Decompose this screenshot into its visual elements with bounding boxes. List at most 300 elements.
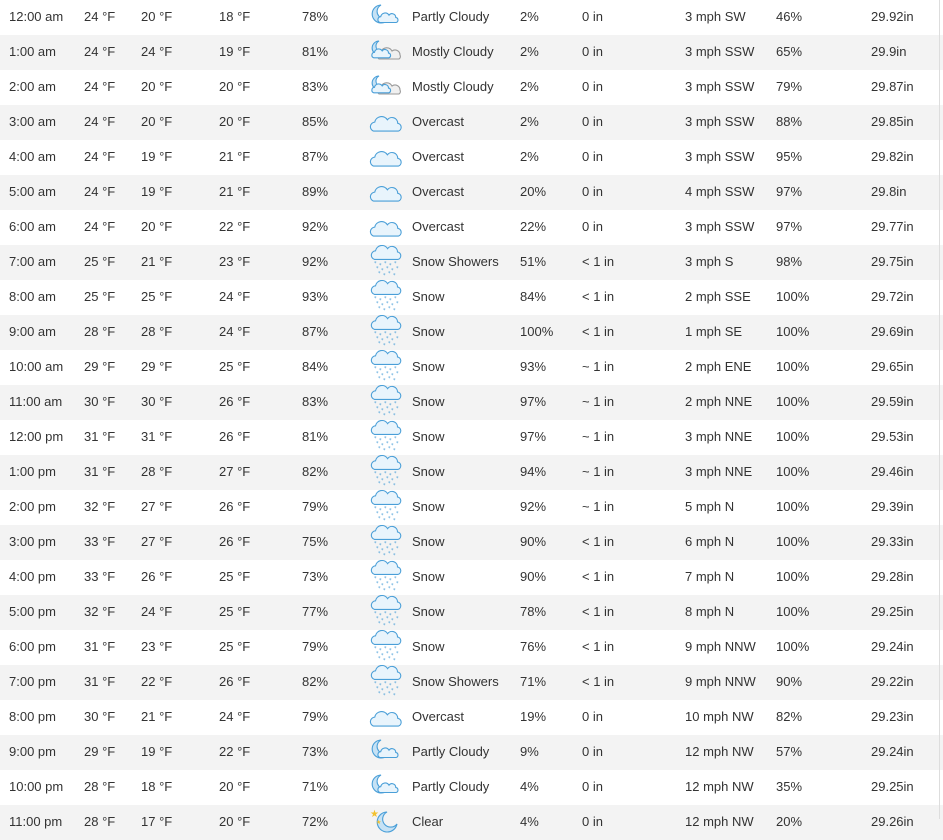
table-row [0,490,943,525]
condition-cell: Snow [412,464,445,479]
dew-point-cell: 19 °F [219,44,251,59]
svg-text:*: * [383,343,386,349]
precip-chance-cell: 90% [520,569,547,584]
snow-icon [367,560,403,594]
cloud-cover-cell: 97% [776,219,803,234]
svg-text:*: * [384,401,387,407]
pressure-cell: 29.26in [871,814,914,829]
svg-text:*: * [381,373,384,379]
humidity-cell: 73% [302,744,329,759]
svg-text:*: * [383,273,386,279]
svg-text:*: * [389,333,392,339]
temperature-cell: 25 °F [84,289,116,304]
precip-amount-cell: ~ 1 in [582,499,615,514]
precip-amount-cell: 0 in [582,814,603,829]
humidity-cell: 78% [302,9,329,24]
pressure-cell: 29.59in [871,394,914,409]
svg-text:*: * [383,588,386,594]
wind-cell: 7 mph N [685,569,735,584]
cloud-cover-cell: 100% [776,324,810,339]
svg-text:*: * [391,583,394,589]
wind-cell: 9 mph NNW [685,674,756,689]
svg-text:*: * [383,308,386,314]
svg-text:*: * [376,511,379,517]
svg-text:*: * [388,376,391,382]
svg-text:*: * [394,576,397,582]
pressure-cell: 29.53in [871,429,914,444]
humidity-cell: 85% [302,114,329,129]
svg-text:*: * [393,693,396,699]
svg-text:*: * [393,623,396,629]
feels-like-cell: 25 °F [141,289,173,304]
wind-cell: 8 mph N [685,604,735,619]
svg-text:*: * [389,438,392,444]
svg-text:*: * [391,373,394,379]
svg-text:*: * [381,443,384,449]
svg-text:*: * [384,366,387,372]
table-row [0,805,943,840]
svg-text:*: * [394,646,397,652]
svg-text:*: * [394,331,397,337]
feels-like-cell: 19 °F [141,744,173,759]
dew-point-cell: 25 °F [219,639,251,654]
pressure-cell: 29.9in [871,44,907,59]
svg-text:*: * [386,686,389,692]
time-cell: 2:00 pm [9,499,56,514]
humidity-cell: 79% [302,639,329,654]
time-cell: 1:00 am [9,44,56,59]
table-row [0,175,943,210]
dew-point-cell: 20 °F [219,79,251,94]
feels-like-cell: 28 °F [141,324,173,339]
table-row [0,525,943,560]
pressure-cell: 29.92in [871,9,914,24]
precip-chance-cell: 100% [520,324,554,339]
wind-cell: 3 mph S [685,254,734,269]
precip-amount-cell: < 1 in [582,289,615,304]
condition-cell: Overcast [412,149,465,164]
svg-text:*: * [384,261,387,267]
table-row [0,0,943,35]
svg-text:*: * [388,306,391,312]
svg-text:*: * [391,303,394,309]
svg-text:*: * [394,261,397,267]
svg-text:*: * [394,541,397,547]
condition-cell: Snow [412,639,445,654]
svg-text:*: * [384,646,387,652]
precip-chance-cell: 2% [520,114,539,129]
svg-text:*: * [386,581,389,587]
temperature-cell: 31 °F [84,639,116,654]
svg-text:*: * [396,441,399,447]
svg-text:*: * [376,406,379,412]
svg-text:*: * [386,336,389,342]
dew-point-cell: 24 °F [219,289,251,304]
svg-text:*: * [376,301,379,307]
condition-cell: Overcast [412,709,465,724]
temperature-cell: 24 °F [84,219,116,234]
svg-text:*: * [383,448,386,454]
svg-text:*: * [394,366,397,372]
dew-point-cell: 25 °F [219,604,251,619]
table-row [0,385,943,420]
time-cell: 4:00 pm [9,569,56,584]
cloud-cover-cell: 100% [776,394,810,409]
svg-text:*: * [386,266,389,272]
precip-chance-cell: 97% [520,394,547,409]
svg-text:*: * [386,616,389,622]
snow-icon [367,315,403,349]
cloud-cover-cell: 20% [776,814,803,829]
condition-cell: Snow [412,394,445,409]
dew-point-cell: 25 °F [219,569,251,584]
table-row [0,455,943,490]
pressure-cell: 29.23in [871,709,914,724]
snow-icon [367,630,403,664]
svg-text:*: * [376,336,379,342]
dew-point-cell: 26 °F [219,394,251,409]
pressure-cell: 29.77in [871,219,914,234]
svg-text:*: * [383,693,386,699]
condition-cell: Partly Cloudy [412,779,490,794]
humidity-cell: 82% [302,674,329,689]
table-row [0,770,943,805]
feels-like-cell: 19 °F [141,184,173,199]
wind-cell: 5 mph N [685,499,735,514]
svg-text:*: * [381,408,384,414]
table-right-edge [939,0,940,819]
temperature-cell: 24 °F [84,44,116,59]
svg-text:*: * [378,376,381,382]
table-row [0,105,943,140]
feels-like-cell: 17 °F [141,814,173,829]
table-row [0,315,943,350]
precip-amount-cell: 0 in [582,9,603,24]
svg-text:*: * [386,406,389,412]
feels-like-cell: 27 °F [141,534,173,549]
svg-text:*: * [393,518,396,524]
precip-amount-cell: ~ 1 in [582,429,615,444]
cloud-cover-cell: 57% [776,744,803,759]
svg-text:*: * [379,403,382,409]
temperature-cell: 30 °F [84,394,116,409]
pressure-cell: 29.25in [871,604,914,619]
dew-point-cell: 22 °F [219,219,251,234]
precip-chance-cell: 2% [520,44,539,59]
svg-text:*: * [394,506,397,512]
humidity-cell: 83% [302,79,329,94]
svg-text:*: * [396,266,399,272]
svg-text:*: * [374,681,377,687]
svg-text:*: * [376,651,379,657]
svg-text:*: * [386,511,389,517]
pressure-cell: 29.25in [871,779,914,794]
feels-like-cell: 29 °F [141,359,173,374]
time-cell: 9:00 pm [9,744,56,759]
dew-point-cell: 18 °F [219,9,251,24]
time-cell: 3:00 am [9,114,56,129]
time-cell: 6:00 pm [9,639,56,654]
feels-like-cell: 21 °F [141,709,173,724]
wind-cell: 3 mph NNE [685,464,753,479]
humidity-cell: 79% [302,709,329,724]
overcast-icon [367,140,403,174]
wind-cell: 10 mph NW [685,709,754,724]
cloud-cover-cell: 98% [776,254,803,269]
snow-icon [367,420,403,454]
humidity-cell: 87% [302,149,329,164]
feels-like-cell: 19 °F [141,149,173,164]
svg-text:*: * [393,483,396,489]
svg-text:*: * [376,441,379,447]
wind-cell: 4 mph SSW [685,184,755,199]
wind-cell: 6 mph N [685,534,735,549]
wind-cell: 3 mph SSW [685,149,755,164]
humidity-cell: 84% [302,359,329,374]
table-row [0,735,943,770]
wind-cell: 9 mph NNW [685,639,756,654]
humidity-cell: 77% [302,604,329,619]
svg-text:*: * [396,686,399,692]
svg-text:★: ★ [370,809,379,820]
precip-amount-cell: 0 in [582,114,603,129]
overcast-icon [367,175,403,209]
table-row [0,35,943,70]
svg-text:*: * [384,331,387,337]
pressure-cell: 29.82in [871,149,914,164]
wind-cell: 3 mph NNE [685,429,753,444]
humidity-cell: 89% [302,184,329,199]
pressure-cell: 29.24in [871,639,914,654]
svg-text:*: * [391,338,394,344]
svg-text:*: * [396,616,399,622]
wind-cell: 3 mph SSW [685,219,755,234]
svg-text:*: * [389,613,392,619]
time-cell: 5:00 pm [9,604,56,619]
svg-text:*: * [374,646,377,652]
svg-text:*: * [379,648,382,654]
svg-text:*: * [386,301,389,307]
snow-icon [367,525,403,559]
svg-text:*: * [378,621,381,627]
svg-text:*: * [378,656,381,662]
temperature-cell: 32 °F [84,499,116,514]
pressure-cell: 29.65in [871,359,914,374]
cloud-cover-cell: 88% [776,114,803,129]
precip-chance-cell: 9% [520,744,539,759]
svg-text:*: * [381,688,384,694]
svg-text:*: * [374,436,377,442]
snow-icon [367,455,403,489]
mostly-cloudy-night-icon [367,70,403,104]
overcast-icon [367,210,403,244]
svg-text:*: * [379,613,382,619]
pressure-cell: 29.87in [871,79,914,94]
precip-chance-cell: 2% [520,79,539,94]
dew-point-cell: 20 °F [219,814,251,829]
condition-cell: Snow [412,289,445,304]
time-cell: 6:00 am [9,219,56,234]
svg-text:*: * [381,338,384,344]
condition-cell: Clear [412,814,444,829]
overcast-icon [367,700,403,734]
time-cell: 3:00 pm [9,534,56,549]
svg-text:*: * [376,686,379,692]
svg-text:*: * [381,548,384,554]
svg-text:*: * [396,476,399,482]
svg-text:*: * [378,341,381,347]
dew-point-cell: 26 °F [219,534,251,549]
precip-amount-cell: 0 in [582,709,603,724]
pressure-cell: 29.33in [871,534,914,549]
svg-text:*: * [376,371,379,377]
dew-point-cell: 20 °F [219,779,251,794]
cloud-cover-cell: 100% [776,604,810,619]
feels-like-cell: 22 °F [141,674,173,689]
precip-chance-cell: 84% [520,289,547,304]
svg-text:*: * [374,331,377,337]
svg-text:*: * [383,483,386,489]
svg-text:*: * [396,336,399,342]
cloud-cover-cell: 97% [776,184,803,199]
precip-chance-cell: 4% [520,779,539,794]
svg-text:★: ★ [376,819,382,826]
time-cell: 11:00 am [9,394,63,409]
svg-text:*: * [389,648,392,654]
svg-text:*: * [388,446,391,452]
cloud-cover-cell: 100% [776,569,810,584]
precip-chance-cell: 2% [520,9,539,24]
svg-text:*: * [393,413,396,419]
feels-like-cell: 21 °F [141,254,173,269]
svg-text:*: * [391,618,394,624]
pressure-cell: 29.69in [871,324,914,339]
wind-cell: 12 mph NW [685,814,754,829]
svg-text:*: * [384,436,387,442]
precip-amount-cell: ~ 1 in [582,464,615,479]
time-cell: 8:00 am [9,289,56,304]
svg-text:*: * [384,576,387,582]
table-row [0,560,943,595]
humidity-cell: 71% [302,779,329,794]
precip-amount-cell: 0 in [582,149,603,164]
feels-like-cell: 23 °F [141,639,173,654]
snow-icon [367,665,403,699]
precip-amount-cell: 0 in [582,779,603,794]
table-row [0,245,943,280]
time-cell: 7:00 am [9,254,56,269]
cloud-cover-cell: 82% [776,709,803,724]
time-cell: 11:00 pm [9,814,63,829]
svg-text:*: * [388,516,391,522]
svg-text:*: * [391,513,394,519]
wind-cell: 12 mph NW [685,779,754,794]
precip-amount-cell: 0 in [582,184,603,199]
svg-text:*: * [379,578,382,584]
feels-like-cell: 18 °F [141,779,173,794]
svg-text:*: * [393,553,396,559]
svg-text:*: * [394,611,397,617]
precip-chance-cell: 71% [520,674,547,689]
time-cell: 10:00 am [9,359,64,374]
svg-text:*: * [383,658,386,664]
svg-text:*: * [379,333,382,339]
humidity-cell: 81% [302,44,329,59]
feels-like-cell: 20 °F [141,79,173,94]
svg-text:*: * [378,516,381,522]
table-row [0,665,943,700]
table-row [0,210,943,245]
snow-icon [367,245,403,279]
svg-text:*: * [389,543,392,549]
feels-like-cell: 28 °F [141,464,173,479]
precip-chance-cell: 93% [520,359,547,374]
temperature-cell: 32 °F [84,604,116,619]
svg-text:*: * [384,471,387,477]
time-cell: 8:00 pm [9,709,56,724]
dew-point-cell: 22 °F [219,744,251,759]
svg-text:*: * [374,541,377,547]
condition-cell: Snow [412,499,445,514]
condition-cell: Mostly Cloudy [412,44,494,59]
svg-text:*: * [383,518,386,524]
svg-text:*: * [388,271,391,277]
svg-text:*: * [388,691,391,697]
svg-text:*: * [388,656,391,662]
wind-cell: 2 mph ENE [685,359,752,374]
table-row [0,700,943,735]
cloud-cover-cell: 100% [776,534,810,549]
temperature-cell: 31 °F [84,429,116,444]
svg-text:*: * [383,553,386,559]
svg-text:*: * [391,653,394,659]
feels-like-cell: 24 °F [141,44,173,59]
svg-text:*: * [394,401,397,407]
precip-amount-cell: 0 in [582,744,603,759]
table-row [0,70,943,105]
cloud-cover-cell: 65% [776,44,803,59]
humidity-cell: 82% [302,464,329,479]
snow-icon [367,385,403,419]
svg-text:*: * [396,546,399,552]
time-cell: 5:00 am [9,184,56,199]
svg-text:*: * [374,506,377,512]
svg-text:*: * [379,473,382,479]
cloud-cover-cell: 35% [776,779,803,794]
dew-point-cell: 21 °F [219,149,251,164]
svg-text:*: * [394,436,397,442]
precip-amount-cell: < 1 in [582,324,615,339]
partly-cloudy-night-icon [367,0,403,34]
svg-text:*: * [381,478,384,484]
svg-text:*: * [384,611,387,617]
temperature-cell: 31 °F [84,674,116,689]
svg-text:*: * [384,506,387,512]
svg-text:*: * [379,263,382,269]
svg-text:*: * [389,473,392,479]
dew-point-cell: 26 °F [219,429,251,444]
feels-like-cell: 20 °F [141,114,173,129]
svg-text:*: * [393,588,396,594]
svg-text:*: * [396,406,399,412]
mostly-cloudy-night-icon [367,35,403,69]
svg-text:*: * [386,651,389,657]
precip-amount-cell: 0 in [582,44,603,59]
feels-like-cell: 24 °F [141,604,173,619]
svg-text:*: * [394,681,397,687]
svg-text:*: * [381,583,384,589]
svg-text:*: * [376,546,379,552]
